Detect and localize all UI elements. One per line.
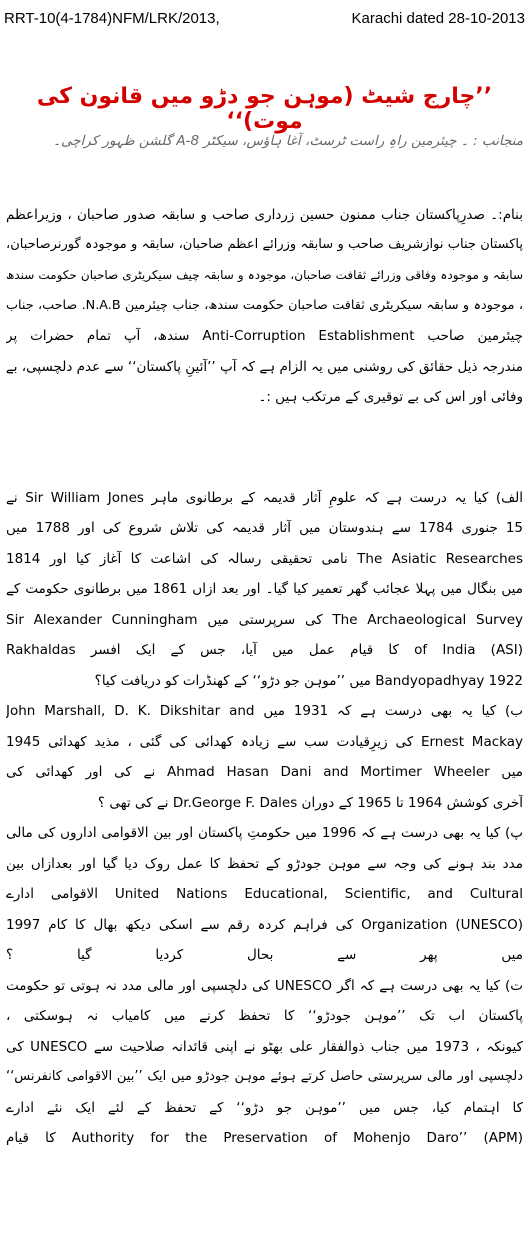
sender-line: منجانب : ۔ چیئرمین راہِ راست ٹرسٹ، آغا ہاؤس، سیکٹر 8-A گلشن ظہور کراچی۔ <box>53 133 523 149</box>
intro-line: سابقہ و موجودہ وفاقی وزرائے ثقافت صاحبان، موجودہ و سابقہ چیف سیکریٹری صاحبان حکومت سندھ <box>6 268 523 282</box>
point-te-line: کیونکہ ، 1973 میں جناب ذوالفقار علی بھٹو نے اپنی قائدانہ صلاحیت سے UNESCO کی <box>6 1039 523 1055</box>
point-alif-line: of India (ASI) کا قیام عمل میں آیا، جس کے ایک افسر Rakhaldas <box>6 642 523 658</box>
point-pe-line: Organization (UNESCO) کی فراہم کردہ رقم سے اسکی دیکھ بھال کا کام 1997 <box>6 917 523 933</box>
point-be-line: Ernest Mackay کی زیرِقیادت سب سے زیادہ کھدائی کی گئی ، مذید کھدائی 1945 <box>6 734 523 750</box>
point-alif-line: The Asiatic Researches نامی تحقیقی رسالہ کی اشاعت کا آغاز کیا اور 1814 <box>6 551 523 567</box>
point-be-line: ب) کیا یہ بھی درست ہے کہ 1931 میں John Marshall, D. K. Dikshitar and <box>6 703 523 719</box>
point-alif-line: میں بنگال میں پہلا عجائب گھر تعمیر کیا گیا۔ اور بعد ازاں 1861 میں برطانوی حکومت کے <box>6 581 523 597</box>
charge-sheet-title: ’’چارج شیٹ (موہن جو دڑو میں قانون کی موت)‘‘ <box>36 84 493 134</box>
point-pe-line: United Nations Educational, Scientific, and Cultural الاقوامی ادارے <box>6 886 523 902</box>
place-and-date: Karachi dated 28-10-2013 <box>351 10 525 27</box>
point-alif-line: 1922 Bandyopadhyay میں ’’موہن جو دڑو‘‘ کے کھنڈرات کو دریافت کیا؟ <box>94 673 523 689</box>
point-alif-line: The Archaeological Survey کی سرپرستی میں Sir Alexander Cunningham <box>6 612 523 628</box>
point-te-line: Authority for the Preservation of Mohenjo Daro’’ (APM) کا قیام <box>6 1130 523 1146</box>
reference-number: RRT-10(4-1784)NFM/LRK/2013, <box>4 10 220 27</box>
intro-line: مندرجہ ذیل حقائق کی روشنی میں یہ الزام ہے کہ آپ ’’آئینِ پاکستان‘‘ سے عدم دلچسپی، بے <box>6 359 523 375</box>
letter-header <box>4 10 525 34</box>
point-alif-line: الف) کیا یہ درست ہے کہ علومِ آثار قدیمہ کے برطانوی ماہر Sir William Jones نے <box>6 490 523 506</box>
point-pe-line: پ) کیا یہ بھی درست ہے کہ 1996 میں حکومتِ پاکستان اور بین الاقوامی اداروں کی مالی <box>6 825 523 841</box>
point-alif-line: 15 جنوری 1784 سے ہندوستان میں آثار قدیمہ کی تلاش شروع کی اور 1788 میں <box>6 520 523 536</box>
point-te-line: کا اہتمام کیا، جس میں ’’موہن جو دڑو‘‘ کے تحفظ کے لئے ایک نئے ادارے <box>6 1100 523 1116</box>
point-be-line: میں Ahmad Hasan Dani and Mortimer Wheeler نے کی اور کھدائی کی <box>6 764 523 780</box>
intro-line: ، موجودہ و سابقہ سیکریٹری ثقافت صاحبان حکومت سندھ، جناب چیئرمین N.A.B. صاحب، جناب <box>6 298 523 313</box>
point-pe-line: میں پھر سے بحال کردیا گیا ؟ <box>6 947 523 963</box>
point-te-line: ت) کیا یہ بھی درست ہے کہ اگر UNESCO کی دلچسپی اور مالی مدد نہ ہوتی تو حکومت <box>6 978 523 994</box>
intro-line: پاکستان جناب نوازشریف صاحب و سابقہ وزرائے اعظم صاحبان، سابقہ و موجودہ گورنرصاحبان، <box>6 237 523 252</box>
point-te-line: دلچسپی اور مالی سرپرستی حاصل کرتے ہوئے موہن جودڑو میں ایک ’’بین الاقوامی کانفرنس‘‘ <box>6 1069 523 1084</box>
intro-line: وفائی اور اس کی بے توقیری کے مرتکب ہیں :۔ <box>258 389 523 405</box>
intro-line: بنام:۔ صدرِپاکستان جناب ممنون حسین زرداری صاحب و سابقہ صدور صاحبان ، وزیراعظم <box>6 207 523 223</box>
point-pe-line: مدد بند ہونے کی وجہ سے موہن جودڑو کے تحفظ کا عمل روک دیا گیا اور بعدازاں بین <box>6 856 523 872</box>
point-be-line: آخری کوشش 1964 تا 1965 کے دوران Dr.George F. Dales نے کی تھی ؟ <box>97 795 523 811</box>
point-te-line: پاکستان اب تک ’’موہن جودڑو‘‘ کا تحفظ کرنے میں کامیاب نہ ہوسکتی ، <box>6 1008 523 1024</box>
intro-line: چیئرمین صاحب Anti-Corruption Establishment سندھ، آپ تمام حضرات پر <box>6 328 523 344</box>
